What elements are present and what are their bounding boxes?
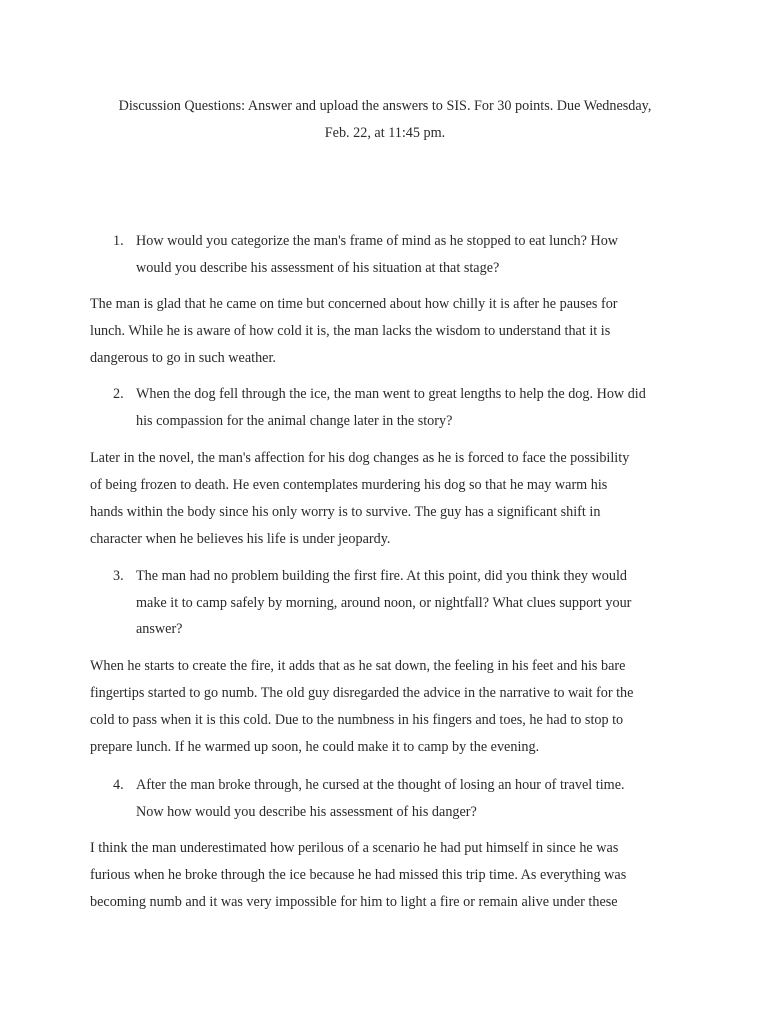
question-line: make it to camp safely by morning, around noon, or nightfall? What clues support your xyxy=(136,594,632,611)
question-number: 3. xyxy=(113,568,124,584)
question-4 xyxy=(113,772,683,825)
answer-line: The man is glad that he came on time but concerned about how chilly it is after he pauses for xyxy=(90,296,618,312)
answer-line: hands within the body since his only worry is to survive. The guy has a significant shift in xyxy=(90,504,601,520)
question-line: The man had no problem building the first fire. At this point, did you think they would xyxy=(136,568,627,584)
answer-line: prepare lunch. If he warmed up soon, he could make it to camp by the evening. xyxy=(90,739,540,755)
answer-line: cold to pass when it is this cold. Due to the numbness in his fingers and toes, he had to stop to xyxy=(90,712,624,728)
answer-line: character when he believes his life is under jeopardy. xyxy=(90,531,391,547)
question-number: 1. xyxy=(113,233,124,249)
answer-line: furious when he broke through the ice because he had missed this trip time. As everything was xyxy=(90,867,627,883)
question-line: When the dog fell through the ice, the man went to great lengths to help the dog. How did xyxy=(136,386,646,402)
question-line: After the man broke through, he cursed at the thought of losing an hour of travel time. xyxy=(136,777,625,793)
answer-line: fingertips started to go numb. The old guy disregarded the advice in the narrative to wait for the xyxy=(90,685,634,701)
answer-3 xyxy=(90,653,690,761)
question-line: would you describe his assessment of his situation at that stage? xyxy=(136,259,500,276)
answer-1 xyxy=(90,291,690,372)
question-line: How would you categorize the man's frame of mind as he stopped to eat lunch? How xyxy=(136,233,619,249)
answer-line: When he starts to create the fire, it adds that as he sat down, the feeling in his feet and his bare xyxy=(90,658,626,674)
title-line-1: Discussion Questions: Answer and upload the answers to SIS. For 30 points. Due Wednesday, xyxy=(118,98,652,114)
answer-4 xyxy=(90,835,690,916)
question-line: answer? xyxy=(136,621,183,637)
answer-line: I think the man underestimated how perilous of a scenario he had put himself in since he was xyxy=(90,840,619,856)
question-number: 2. xyxy=(113,386,124,402)
question-number: 4. xyxy=(113,777,124,793)
answer-line: lunch. While he is aware of how cold it is, the man lacks the wisdom to understand that it is xyxy=(90,323,611,339)
answer-line: becoming numb and it was very impossible for him to light a fire or remain alive under these xyxy=(90,894,618,910)
answer-2 xyxy=(90,445,690,553)
question-3 xyxy=(113,563,683,643)
question-1 xyxy=(113,228,683,281)
question-line: his compassion for the animal change later in the story? xyxy=(136,412,453,429)
answer-line: of being frozen to death. He even contemplates murdering his dog so that he may warm his xyxy=(90,477,608,493)
question-2 xyxy=(113,381,683,434)
title-line-2: Feb. 22, at 11:45 pm. xyxy=(324,125,446,141)
answer-line: dangerous to go in such weather. xyxy=(90,350,276,366)
page-title xyxy=(90,93,680,147)
question-line: Now how would you describe his assessment of his danger? xyxy=(136,803,477,820)
answer-line: Later in the novel, the man's affection for his dog changes as he is forced to face the possibility xyxy=(90,450,630,466)
